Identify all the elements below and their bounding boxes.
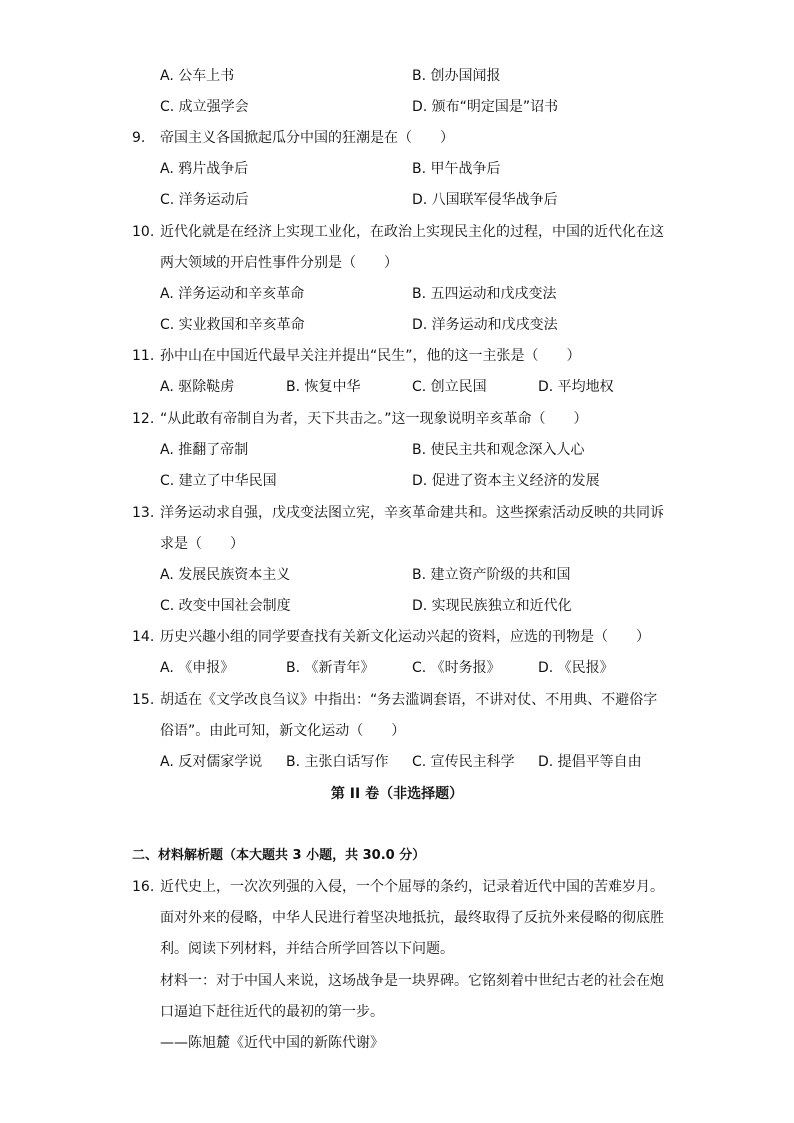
q13-stem-line1: 洋务运动求自强，戊戌变法图立宪，辛亥革命建共和。这些探索活动反映的共同诉 [160,505,664,521]
q10-stem-line1: 近代化就是在经济上实现工业化，在政治上实现民主化的过程，中国的近代化在这 [160,224,664,240]
q9-number: 9. [132,130,146,146]
q13-option-a: A. 发展民族资本主义 [160,567,291,583]
q8-option-a: A. 公车上书 [160,68,235,84]
q11-option-c: C. 创立民国 [412,379,487,395]
q15-option-b: B. 主张白话写作 [286,754,389,770]
q14-stem: 历史兴趣小组的同学要查找有关新文化运动兴起的资料，应选的刊物是（ ） [160,629,650,645]
q16-number: 16. [132,879,155,895]
q11-option-b: B. 恢复中华 [286,379,361,395]
q11-option-a: A. 驱除鞑虏 [160,379,235,395]
q16-material1-line1: 材料一：对于中国人来说，这场战争是一块界碑。它铭刻着中世纪古老的社会在炮 [160,973,664,989]
q10-stem-line2: 两大领域的开启性事件分别是（ ） [160,255,398,271]
q14-option-a: A. 《申报》 [160,660,235,676]
q12-option-c: C. 建立了中华民国 [160,473,277,489]
q16-material1-line2: 口逼迫下赶往近代的最初的第一步。 [160,1004,384,1020]
q12-option-b: B. 使民主共和观念深入人心 [412,442,585,458]
q9-option-c: C. 洋务运动后 [160,192,249,208]
q8-option-d: D. 颁布“明定国是”诏书 [412,99,559,115]
q15-option-a: A. 反对儒家学说 [160,754,263,770]
q10-option-c: C. 实业救国和辛亥革命 [160,317,305,333]
q14-number: 14. [132,629,155,645]
q8-option-c: C. 成立强学会 [160,99,249,115]
q14-option-c: C. 《时务报》 [412,660,501,676]
q11-number: 11. [132,348,155,364]
q10-option-d: D. 洋务运动和戊戌变法 [412,317,558,333]
q13-option-c: C. 改变中国社会制度 [160,598,291,614]
q13-option-d: D. 实现民族独立和近代化 [412,598,572,614]
q16-intro-line2: 面对外来的侵略，中华人民进行着坚决地抵抗，最终取得了反抗外来侵略的彻底胜 [160,910,664,926]
q13-stem-line2: 求是（ ） [160,536,244,552]
q12-option-a: A. 推翻了帝制 [160,442,249,458]
q9-stem: 帝国主义各国掀起瓜分中国的狂潮是在（ ） [160,130,454,146]
q10-option-a: A. 洋务运动和辛亥革命 [160,286,305,302]
q12-option-d: D. 促进了资本主义经济的发展 [412,473,600,489]
q13-option-b: B. 建立资产阶级的共和国 [412,567,571,583]
q16-intro-line1: 近代史上，一次次列强的入侵，一个个屈辱的条约，记录着近代中国的苦难岁月。 [160,879,664,895]
q8-option-b: B. 创办国闻报 [412,68,501,84]
q10-number: 10. [132,224,155,240]
q16-intro-line3: 利。阅读下列材料，并结合所学回答以下问题。 [160,941,454,957]
q15-option-d: D. 提倡平等自由 [538,754,642,770]
q14-option-b: B. 《新青年》 [286,660,375,676]
volume-2-title: 第 II 卷（非选择题） [330,786,464,802]
q15-number: 15. [132,692,155,708]
q10-option-b: B. 五四运动和戊戌变法 [412,286,557,302]
q16-material1-source: ——陈旭麓《近代中国的新陈代谢》 [160,1035,384,1051]
q15-option-c: C. 宣传民主科学 [412,754,515,770]
q12-number: 12. [132,411,155,427]
q14-option-d: D. 《民报》 [538,660,614,676]
section-2-heading: 二、材料解析题（本大题共 3 小题，共 30.0 分） [132,848,426,863]
q15-stem-line1: 胡适在《文学改良刍议》中指出：“务去滥调套语，不讲对仗、不用典、不避俗字 [160,692,658,708]
q9-option-d: D. 八国联军侵华战争后 [412,192,558,208]
q11-option-d: D. 平均地权 [538,379,614,395]
q15-stem-line2: 俗语”。由此可知，新文化运动（ ） [160,723,406,739]
q12-stem: “从此敢有帝制自为者，天下共击之。”这一现象说明辛亥革命（ ） [160,411,588,427]
q11-stem: 孙中山在中国近代最早关注并提出“民生”，他的这一主张是（ ） [160,348,581,364]
q9-option-b: B. 甲午战争后 [412,161,501,177]
q13-number: 13. [132,505,155,521]
q9-option-a: A. 鸦片战争后 [160,161,249,177]
